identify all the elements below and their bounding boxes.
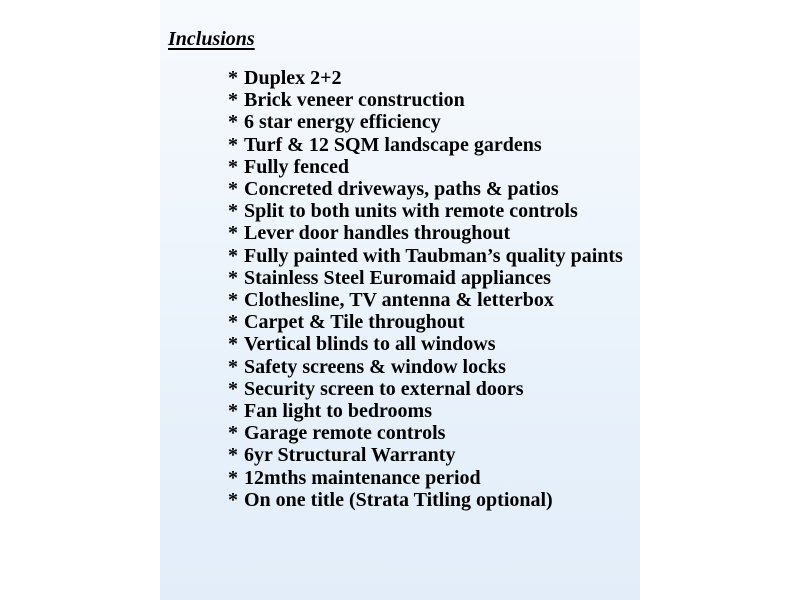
bullet-asterisk: * (228, 311, 238, 334)
list-item (228, 311, 633, 333)
list-item-text: Safety screens & window locks (244, 355, 506, 378)
bullet-asterisk: * (228, 111, 238, 134)
list-item (228, 200, 633, 222)
list-item-text: Turf & 12 SQM landscape gardens (244, 133, 542, 156)
bullet-asterisk: * (228, 333, 238, 356)
bullet-asterisk: * (228, 133, 238, 156)
list-item (228, 111, 633, 133)
list-item (228, 356, 633, 378)
list-item (228, 333, 633, 355)
list-item-text: 6yr Structural Warranty (244, 444, 456, 467)
list-item-text: Brick veneer construction (244, 89, 465, 112)
bullet-asterisk: * (228, 400, 238, 423)
list-item-text: On one title (Strata Titling optional) (244, 488, 553, 511)
list-item (228, 289, 633, 311)
bullet-asterisk: * (228, 466, 238, 489)
bullet-asterisk: * (228, 200, 238, 223)
list-item-text: Clothesline, TV antenna & letterbox (244, 289, 554, 312)
list-item-text: 6 star energy efficiency (244, 111, 441, 134)
list-item (228, 489, 633, 511)
bullet-asterisk: * (228, 244, 238, 267)
list-item (228, 400, 633, 422)
bullet-asterisk: * (228, 67, 238, 89)
list-item-text: Stainless Steel Euromaid appliances (244, 266, 551, 289)
inclusions-heading: Inclusions (168, 28, 255, 50)
bullet-asterisk: * (228, 355, 238, 378)
bullet-asterisk: * (228, 89, 238, 112)
list-item-text: Carpet & Tile throughout (244, 311, 465, 334)
bullet-asterisk: * (228, 178, 238, 201)
list-item-text: Vertical blinds to all windows (244, 333, 496, 356)
list-item (228, 444, 633, 466)
list-item (228, 67, 633, 89)
list-item-text: Concreted driveways, paths & patios (244, 178, 559, 201)
inclusions-list (228, 67, 633, 511)
list-item (228, 178, 633, 200)
list-item-text: Duplex 2+2 (244, 67, 342, 89)
list-item-text: Fully painted with Taubman’s quality paints (244, 244, 623, 267)
list-item-text: 12mths maintenance period (244, 466, 481, 489)
bullet-asterisk: * (228, 155, 238, 178)
list-item-text: Lever door handles throughout (244, 222, 511, 245)
list-item-text: Split to both units with remote controls (244, 200, 578, 223)
list-item-text: Fan light to bedrooms (244, 400, 432, 423)
list-item (228, 134, 633, 156)
list-item-text: Fully fenced (244, 155, 349, 178)
bullet-asterisk: * (228, 488, 238, 511)
document-page (160, 0, 640, 600)
list-item (228, 245, 633, 267)
list-item (228, 156, 633, 178)
bullet-asterisk: * (228, 222, 238, 245)
list-item-text: Security screen to external doors (244, 377, 524, 400)
bullet-asterisk: * (228, 444, 238, 467)
list-item (228, 267, 633, 289)
list-item (228, 89, 633, 111)
list-item (228, 422, 633, 444)
bullet-asterisk: * (228, 377, 238, 400)
bullet-asterisk: * (228, 422, 238, 445)
list-item-text: Garage remote controls (244, 422, 446, 445)
list-item (228, 467, 633, 489)
list-item (228, 222, 633, 244)
bullet-asterisk: * (228, 266, 238, 289)
bullet-asterisk: * (228, 289, 238, 312)
list-item (228, 378, 633, 400)
